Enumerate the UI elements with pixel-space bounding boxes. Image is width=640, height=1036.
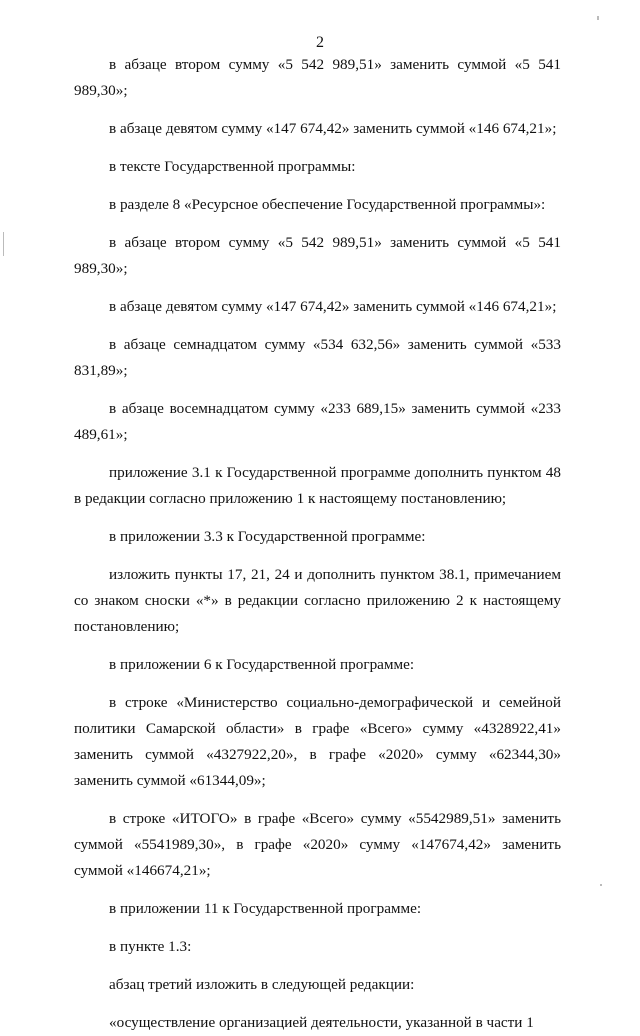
paragraph: в пункте 1.3: bbox=[109, 938, 192, 955]
paragraph: в разделе 8 «Ресурсное обеспечение Государственной программы»: bbox=[109, 196, 546, 213]
scan-mark-bottom-right bbox=[600, 884, 602, 886]
scan-mark-left-edge bbox=[3, 232, 4, 256]
paragraph: в приложении 3.3 к Государственной программе: bbox=[109, 528, 426, 545]
paragraph: в абзаце семнадцатом сумму «534 632,56» заменить суммой «533 831,89»; bbox=[74, 336, 561, 379]
paragraph: в абзаце восемнадцатом сумму «233 689,15» заменить суммой «233 489,61»; bbox=[74, 400, 561, 443]
paragraph: в абзаце втором сумму «5 542 989,51» заменить суммой «5 541 989,30»; bbox=[74, 234, 561, 277]
paragraph: приложение 3.1 к Государственной программе дополнить пунктом 48 в редакции согласно приложению 1 к настоящему постановлению; bbox=[74, 464, 561, 507]
scan-mark-top-right bbox=[597, 16, 599, 20]
paragraph: в приложении 11 к Государственной программе: bbox=[109, 900, 422, 917]
paragraph: «осуществление организацией деятельности, указанной в части 1 bbox=[109, 1014, 534, 1031]
page-number: 2 bbox=[316, 34, 324, 51]
paragraph: в тексте Государственной программы: bbox=[109, 158, 356, 175]
paragraph: в абзаце втором сумму «5 542 989,51» заменить суммой «5 541 989,30»; bbox=[74, 56, 561, 99]
paragraph: в строке «Министерство социально-демографической и семейной политики Самарской области» в графе «Всего» сумму «4328922,41» заменить суммой «4327922,20», в графе «2020» сумму «62344,30» заменить суммой «61344,09»; bbox=[74, 694, 561, 789]
paragraph: в строке «ИТОГО» в графе «Всего» сумму «5542989,51» заменить суммой «5541989,30», в графе «2020» сумму «147674,42» заменить суммой «146674,21»; bbox=[74, 810, 561, 879]
paragraph: изложить пункты 17, 21, 24 и дополнить пунктом 38.1, примечанием со знаком сноски «*» в редакции согласно приложению 2 к настоящему постановлению; bbox=[74, 566, 561, 635]
document-body bbox=[74, 52, 561, 1036]
paragraph: в абзаце девятом сумму «147 674,42» заменить суммой «146 674,21»; bbox=[109, 298, 557, 315]
paragraph: в абзаце девятом сумму «147 674,42» заменить суммой «146 674,21»; bbox=[109, 120, 557, 137]
paragraph: в приложении 6 к Государственной программе: bbox=[109, 656, 415, 673]
paragraph: абзац третий изложить в следующей редакции: bbox=[109, 976, 415, 993]
